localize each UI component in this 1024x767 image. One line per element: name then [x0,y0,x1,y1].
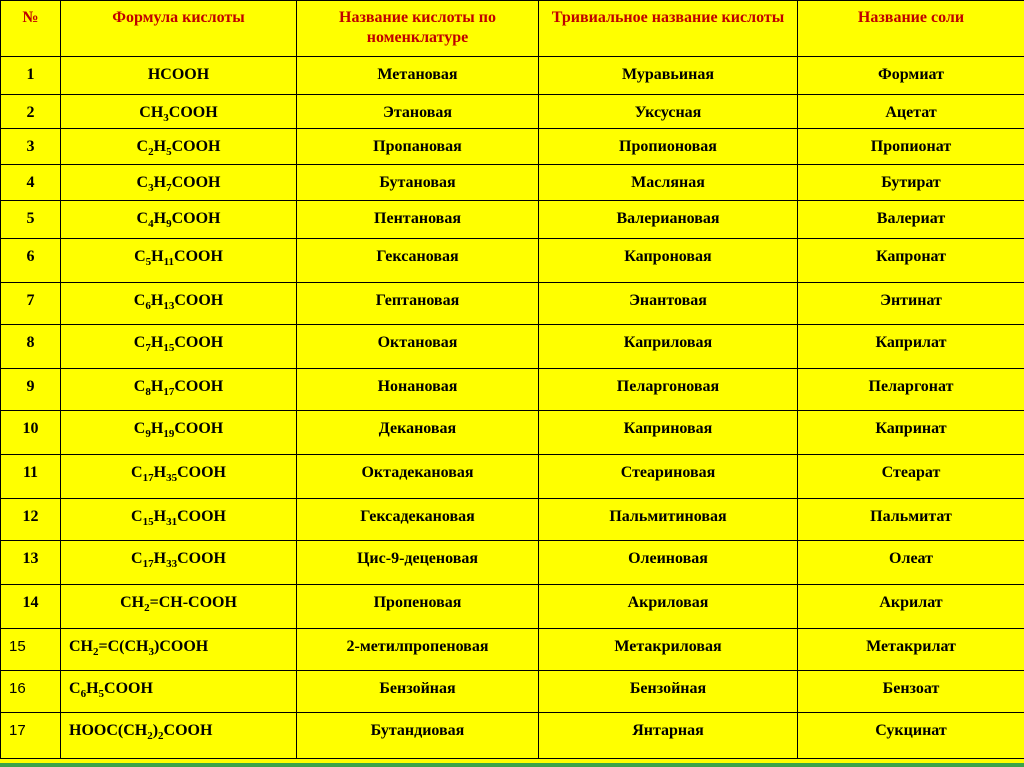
row-number: 11 [1,455,61,499]
acid-formula [61,57,297,95]
trivial-name: Пальмитиновая [539,499,798,541]
acid-formula [61,95,297,129]
header-salt-name: Название соли [798,1,1024,57]
bottom-strip [0,763,1024,767]
formula-subscript: 8 [145,386,151,398]
formula-part: =CH-COOH [149,594,237,611]
formula-part: H [153,210,167,227]
formula-subscript: 15 [142,516,154,528]
row-number: 3 [1,129,61,165]
salt-name: Бензоат [798,671,1024,713]
row-number: 8 [1,325,61,369]
row-number: 15 [1,629,61,671]
acid-formula [61,129,297,165]
acid-formula [61,541,297,585]
formula-subscript: 11 [163,256,175,268]
row-number: 16 [1,671,61,713]
formula-part: H [153,508,167,525]
formula-part: COOH [104,680,153,697]
table-row [1,455,1024,499]
acid-formula [61,629,297,671]
formula-part: C [131,550,143,567]
formula-subscript: 17 [142,558,154,570]
formula-subscript: 2 [147,730,153,742]
table-row [1,713,1024,759]
header-iupac-name: Название кислоты по номенклатуре [297,1,539,57]
formula-subscript: 33 [166,558,178,570]
iupac-name: Бензойная [297,671,539,713]
trivial-name: Каприновая [539,411,798,455]
formula-part: COOH [168,104,218,121]
iupac-name: 2-метилпропеновая [297,629,539,671]
iupac-name: Пентановая [297,201,539,239]
trivial-name: Янтарная [539,713,798,759]
formula-part: C [131,464,143,481]
formula-part: HCOOH [147,66,210,83]
formula-subscript: 2 [93,646,99,658]
formula-part: COOH [174,292,224,309]
iupac-name: Нонановая [297,369,539,411]
row-number: 10 [1,411,61,455]
acid-formula [61,455,297,499]
iupac-name: Бутандиовая [297,713,539,759]
formula-part: C [133,292,146,309]
acid-formula [61,239,297,283]
formula-part: COOH [174,248,223,265]
row-number: 4 [1,165,61,201]
formula-part: C [136,210,149,227]
row-number: 7 [1,283,61,325]
salt-name: Метакрилат [798,629,1024,671]
table-row [1,57,1024,95]
iupac-name: Гептановая [297,283,539,325]
trivial-name: Метакриловая [539,629,798,671]
formula-subscript: 15 [163,342,175,354]
iupac-name: Этановая [297,95,539,129]
formula-part: COOH [163,722,213,739]
trivial-name: Капроновая [539,239,798,283]
acid-formula [61,671,297,713]
formula-subscript: 17 [163,386,175,398]
formula-subscript: 17 [142,472,154,484]
formula-subscript: 19 [163,428,175,440]
formula-part: H [150,334,164,351]
salt-name: Пеларгонат [798,369,1024,411]
formula-subscript: 7 [166,182,172,194]
header-number: № [1,1,61,57]
acid-formula [61,499,297,541]
table-row [1,369,1024,411]
salt-name: Олеат [798,541,1024,585]
formula-part: COOH [171,174,221,191]
formula-part: CH [69,638,93,655]
acid-formula [61,201,297,239]
salt-name: Сукцинат [798,713,1024,759]
row-number: 1 [1,57,61,95]
formula-subscript: 9 [145,428,151,440]
iupac-name: Цис-9-деценовая [297,541,539,585]
trivial-name: Каприловая [539,325,798,369]
iupac-name: Октановая [297,325,539,369]
salt-name: Акрилат [798,585,1024,629]
formula-part: H [151,248,164,265]
trivial-name: Уксусная [539,95,798,129]
iupac-name: Метановая [297,57,539,95]
row-number: 17 [1,713,61,759]
trivial-name: Энантовая [539,283,798,325]
table-row [1,585,1024,629]
trivial-name: Бензойная [539,671,798,713]
formula-part: C [136,174,149,191]
formula-subscript: 2 [144,602,150,614]
iupac-name: Пропановая [297,129,539,165]
formula-subscript: 5 [98,688,105,700]
formula-part: COOH [177,508,226,525]
formula-subscript: 5 [166,146,172,158]
row-number: 12 [1,499,61,541]
formula-part: C [133,420,146,437]
salt-name: Капринат [798,411,1024,455]
formula-part: )COOH [154,638,209,655]
formula-part: H [153,174,167,191]
trivial-name: Пеларгоновая [539,369,798,411]
salt-name: Бутират [798,165,1024,201]
formula-part: COOH [174,420,224,437]
table-row [1,239,1024,283]
formula-subscript: 35 [166,472,178,484]
iupac-name: Октадекановая [297,455,539,499]
formula-part: H [150,420,164,437]
row-number: 9 [1,369,61,411]
acid-formula [61,369,297,411]
iupac-name: Бутановая [297,165,539,201]
trivial-name: Стеариновая [539,455,798,499]
table-row [1,283,1024,325]
salt-name: Стеарат [798,455,1024,499]
trivial-name: Пропионовая [539,129,798,165]
formula-part: H [153,138,167,155]
formula-subscript: 6 [145,300,151,312]
iupac-name: Пропеновая [297,585,539,629]
formula-part: H [153,464,167,481]
header-formula: Формула кислоты [61,1,297,57]
salt-name: Каприлат [798,325,1024,369]
acid-formula [61,585,297,629]
formula-part: COOH [174,334,224,351]
formula-subscript: 6 [80,688,87,700]
salt-name: Валериат [798,201,1024,239]
formula-part: =C(CH [98,638,149,655]
formula-part: H [150,378,164,395]
trivial-name: Олеиновая [539,541,798,585]
row-number: 13 [1,541,61,585]
salt-name: Пальмитат [798,499,1024,541]
table-row [1,499,1024,541]
formula-part: C [131,508,143,525]
formula-part: COOH [174,378,224,395]
trivial-name: Масляная [539,165,798,201]
formula-part: COOH [171,138,221,155]
formula-part: H [150,292,164,309]
row-number: 14 [1,585,61,629]
table-row [1,325,1024,369]
formula-part: C [136,138,149,155]
row-number: 5 [1,201,61,239]
formula-subscript: 2 [158,730,164,742]
acid-formula [61,283,297,325]
salt-name: Энтинат [798,283,1024,325]
table-row [1,541,1024,585]
formula-subscript: 3 [148,182,154,194]
salt-name: Ацетат [798,95,1024,129]
iupac-name: Декановая [297,411,539,455]
header-row [1,1,1024,57]
iupac-name: Гексановая [297,239,539,283]
formula-subscript: 4 [148,218,154,230]
acid-formula [61,411,297,455]
formula-part: CH [120,594,145,611]
iupac-name: Гексадекановая [297,499,539,541]
formula-subscript: 5 [145,256,152,268]
formula-part: H [86,680,99,697]
formula-subscript: 2 [148,146,154,158]
acid-formula [61,713,297,759]
formula-part: C [133,334,146,351]
formula-part: COOH [177,550,226,567]
formula-subscript: 7 [145,342,151,354]
trivial-name: Валериановая [539,201,798,239]
header-trivial-name: Тривиальное название кислоты [539,1,798,57]
trivial-name: Муравьиная [539,57,798,95]
formula-subscript: 3 [148,646,154,658]
table-row [1,201,1024,239]
salt-name: Пропионат [798,129,1024,165]
salt-name: Формиат [798,57,1024,95]
formula-part: C [69,680,81,697]
table-row [1,129,1024,165]
formula-part: CH [139,104,164,121]
acid-formula [61,165,297,201]
formula-part: ) [152,722,159,739]
row-number: 6 [1,239,61,283]
table-row [1,671,1024,713]
formula-part: C [133,378,146,395]
formula-subscript: 31 [166,516,178,528]
table-row [1,95,1024,129]
salt-name: Капронат [798,239,1024,283]
row-number: 2 [1,95,61,129]
acid-formula [61,325,297,369]
trivial-name: Акриловая [539,585,798,629]
formula-subscript: 3 [163,112,169,124]
formula-part: COOH [177,464,226,481]
formula-subscript: 9 [166,218,172,230]
table-row [1,165,1024,201]
formula-subscript: 13 [163,300,175,312]
table-row [1,629,1024,671]
formula-part: HOOC(CH [69,722,148,739]
formula-part: H [153,550,167,567]
table-row [1,411,1024,455]
formula-part: C [134,248,146,265]
formula-part: COOH [171,210,221,227]
